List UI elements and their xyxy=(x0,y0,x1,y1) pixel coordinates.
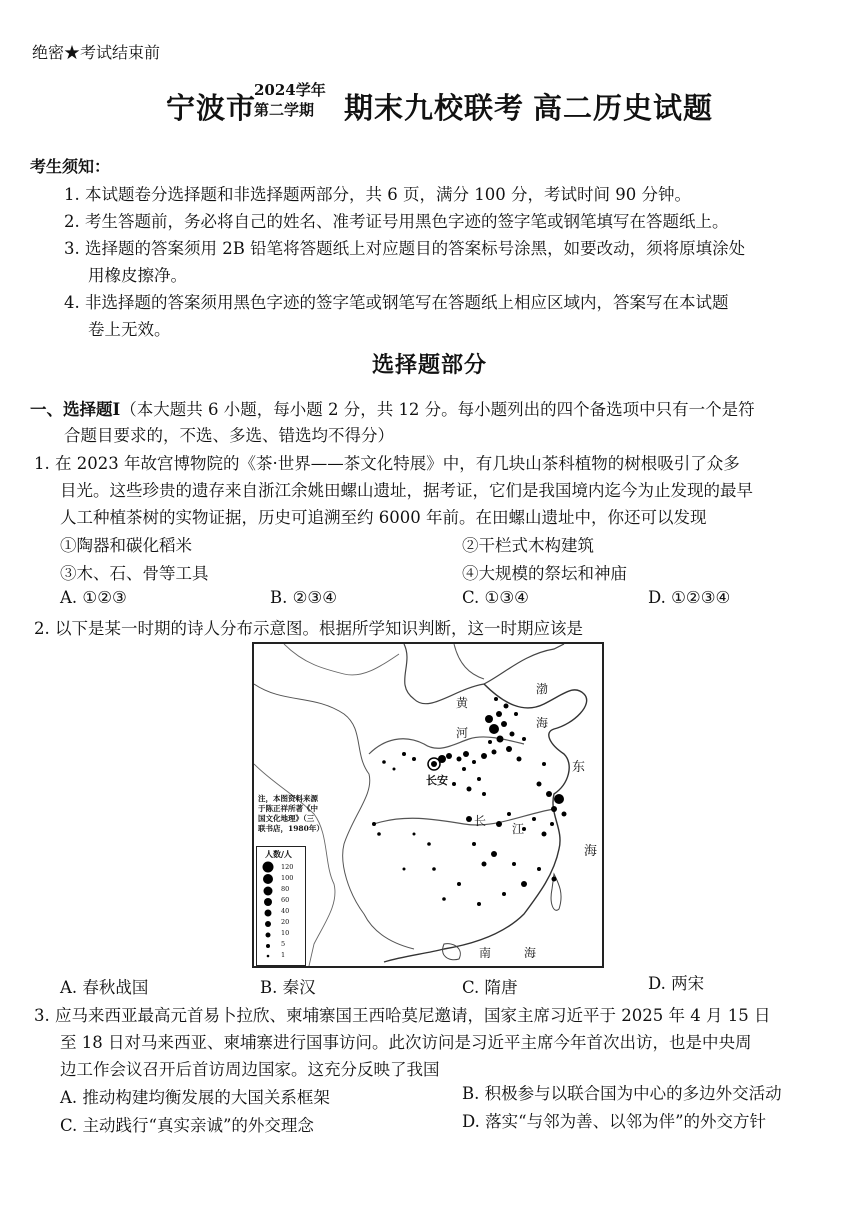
title-year: 2024学年 xyxy=(254,81,326,99)
q2-option-a[interactable]: A. 春秋战国 xyxy=(60,978,149,997)
notice-line: 2. 考生答题前，务必将自己的姓名、准考证号用黑色字迹的签字笔或钢笔填写在答题纸上。 xyxy=(64,212,729,231)
map-note-line: 联书店，1980年） xyxy=(258,824,324,833)
title-exam: 期末九校联考 xyxy=(344,91,525,125)
q2-option-b[interactable]: B. 秦汉 xyxy=(260,978,316,997)
legend-value: 100 xyxy=(281,874,294,882)
map-note-line: 于陈正祥所著《中 xyxy=(258,804,318,813)
notice-label: 考生须知： xyxy=(30,157,111,176)
q3-option-c[interactable]: C. 主动践行“真实亲诚”的外交理念 xyxy=(60,1116,314,1135)
title-subject: 高二历史试题 xyxy=(533,91,714,125)
map-label-south-1: 南 xyxy=(479,946,492,960)
legend-value: 10 xyxy=(281,929,290,937)
map-label-river-yellow-1: 黄 xyxy=(456,696,469,710)
map-label-south-2: 海 xyxy=(524,946,537,960)
q3-stem-line: 至 18 日对马来西亚、柬埔寨进行国事访问。此次访问是习近平主席今年首次出访，也是中央周 xyxy=(60,1033,752,1052)
title-term: 第二学期 xyxy=(254,101,315,119)
poet-distribution-map xyxy=(252,642,604,968)
q3-option-a[interactable]: A. 推动构建均衡发展的大国关系框架 xyxy=(60,1088,330,1107)
q1-option-d[interactable]: D. ①②③④ xyxy=(648,588,731,607)
q2-option-c[interactable]: C. 隋唐 xyxy=(462,978,518,997)
part1-rest: （本大题共 6 小题，每小题 2 分，共 12 分。每小题列出的四个备选项中只有一个是符 xyxy=(120,400,755,419)
q1-stem-line: 人工种植茶树的实物证据，历史可追溯至约 6000 年前。在田螺山遗址中，你还可以发现 xyxy=(60,508,707,527)
legend-value: 40 xyxy=(281,907,290,915)
map-label-changan: 长安 xyxy=(426,774,448,787)
map-label-sea: 海 xyxy=(584,844,598,859)
q1-item: ①陶器和碳化稻米 xyxy=(60,536,192,555)
title-year-term xyxy=(254,80,326,120)
notice-line: 卷上无效。 xyxy=(88,320,171,339)
map-note xyxy=(258,794,324,834)
q1-item: ④大规模的祭坛和神庙 xyxy=(462,564,627,583)
q1-option-b[interactable]: B. ②③④ xyxy=(270,588,337,607)
map-note-line: 国文化地理》（三 xyxy=(258,814,315,823)
map-label-bohai-2: 海 xyxy=(536,716,549,730)
legend-value: 80 xyxy=(281,885,290,893)
legend-value: 20 xyxy=(281,918,290,926)
part1-bold: 选择题Ⅰ xyxy=(63,400,121,419)
legend-value: 5 xyxy=(281,940,286,948)
map-label-yangtze-2: 江 xyxy=(512,822,525,836)
q3-stem-line: 3. 应马来西亚最高元首易卜拉欣、柬埔寨国王西哈莫尼邀请，国家主席习近平于 2025 年 4 月 15 日 xyxy=(34,1006,771,1025)
q3-stem-line: 边工作会议召开后首访周边国家。这充分反映了我国 xyxy=(60,1060,440,1079)
legend-value: 60 xyxy=(281,896,290,904)
legend-values xyxy=(281,862,293,961)
legend-dots xyxy=(257,861,279,965)
notice-line: 3. 选择题的答案须用 2B 铅笔将答题纸上对应题目的答案标号涂黑，如要改动，须将原填涂处 xyxy=(64,239,746,258)
q1-item: ②干栏式木构建筑 xyxy=(462,536,594,555)
legend-value: 1 xyxy=(281,951,286,959)
notice-line: 用橡皮擦净。 xyxy=(88,266,187,285)
q2-stem: 2. 以下是某一时期的诗人分布示意图。根据所学知识判断，这一时期应该是 xyxy=(34,619,583,638)
notice-line: 1. 本试题卷分选择题和非选择题两部分，共 6 页，满分 100 分，考试时间 90 分钟。 xyxy=(64,185,691,204)
map-label-river-yellow-2: 河 xyxy=(456,726,469,740)
map-note-line: 注，本图资料来源 xyxy=(258,794,318,803)
q1-stem-line: 目光。这些珍贵的遗存来自浙江余姚田螺山遗址，据考证，它们是我国境内迄今为止发现的最早 xyxy=(60,481,753,500)
legend-value: 120 xyxy=(281,863,294,871)
notice-line: 4. 非选择题的答案须用黑色字迹的签字笔或钢笔写在答题纸上相应区域内，答案写在本试题 xyxy=(64,293,729,312)
confidential-mark: 绝密★考试结束前 xyxy=(32,43,161,62)
q1-option-a[interactable]: A. ①②③ xyxy=(60,588,127,607)
q1-option-c[interactable]: C. ①③④ xyxy=(462,588,529,607)
part1-heading xyxy=(30,396,755,420)
q3-option-d[interactable]: D. 落实“与邻为善、以邻为伴”的外交方针 xyxy=(462,1112,767,1131)
legend-title: 人数/人 xyxy=(265,849,292,859)
section-title: 选择题部分 xyxy=(372,352,488,378)
title-city: 宁波市 xyxy=(166,91,257,125)
q3-option-b[interactable]: B. 积极参与以联合国为中心的多边外交活动 xyxy=(462,1084,782,1103)
map-legend xyxy=(256,846,306,966)
map-label-east: 东 xyxy=(572,760,586,775)
map-label-bohai-1: 渤 xyxy=(536,682,549,696)
part1-heading-cont: 合题目要求的，不选、多选、错选均不得分） xyxy=(64,426,394,445)
part1-num: 一、 xyxy=(30,400,63,419)
q2-option-d[interactable]: D. 两宋 xyxy=(648,974,705,993)
q1-stem-line: 1. 在 2023 年故宫博物院的《茶·世界——茶文化特展》中，有几块山茶科植物的树根吸引了众多 xyxy=(34,454,740,473)
q1-item: ③木、石、骨等工具 xyxy=(60,564,209,583)
map-label-yangtze-1: 长 xyxy=(474,814,487,828)
